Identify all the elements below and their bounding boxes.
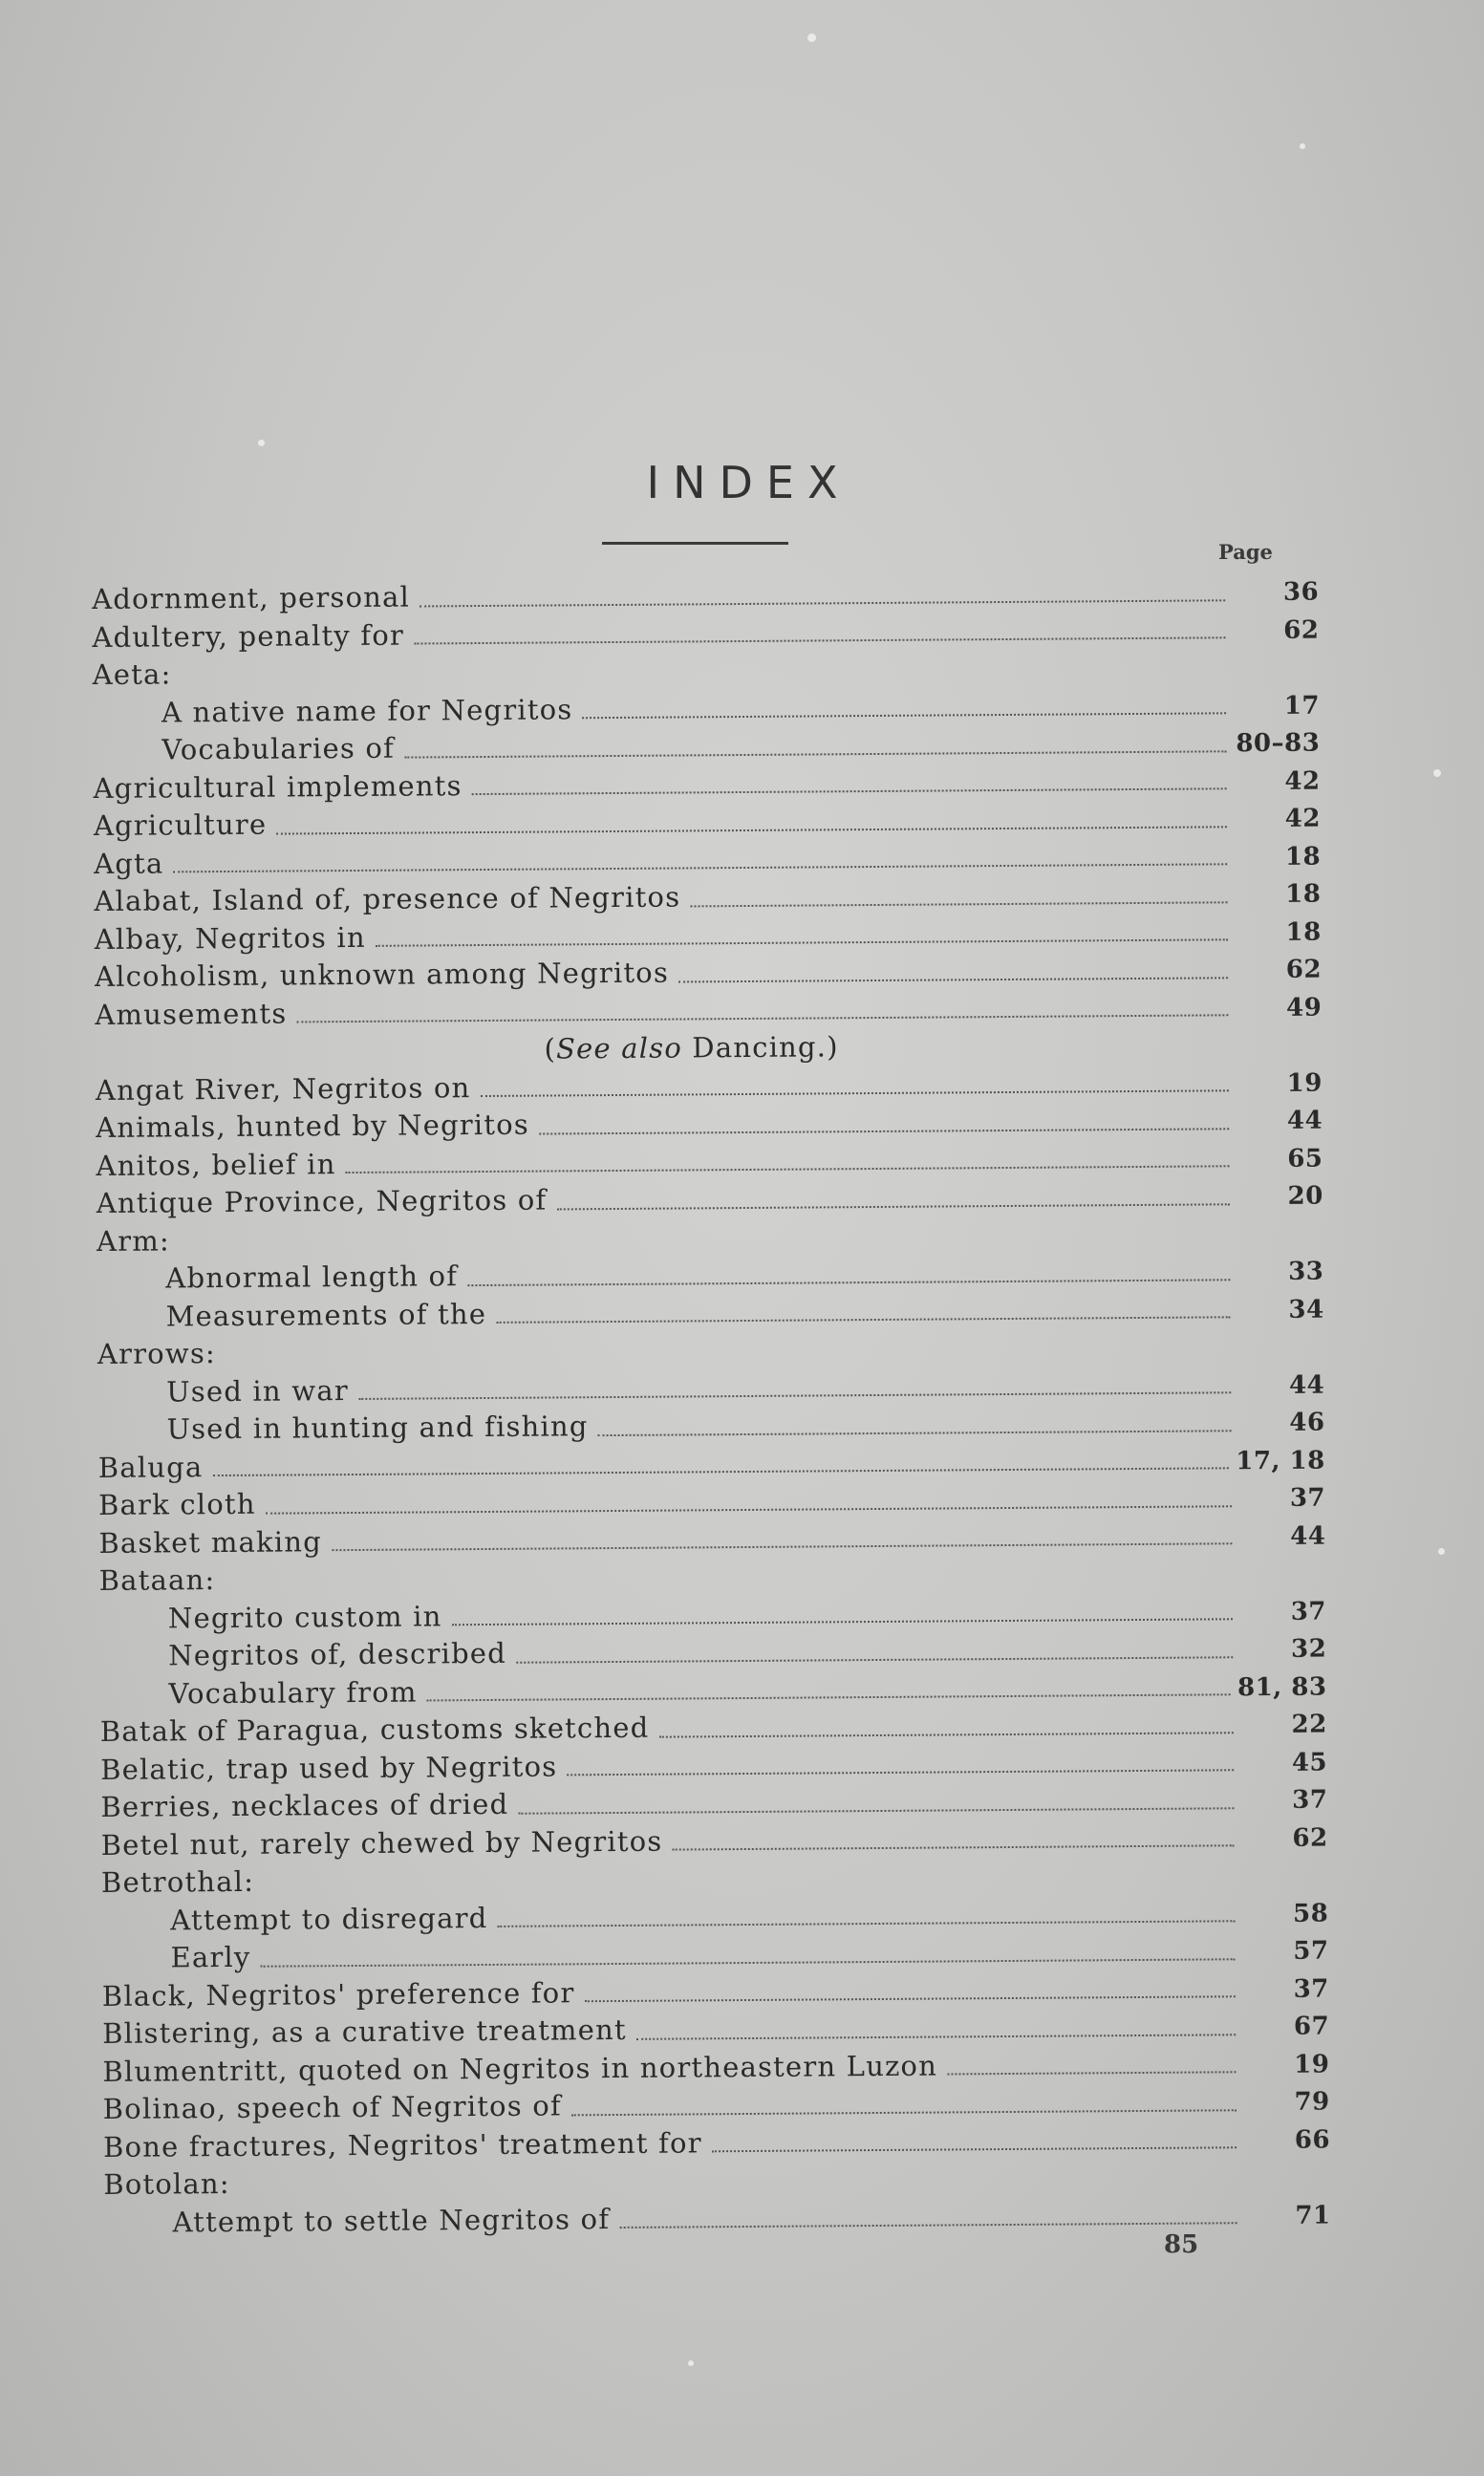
dot-leader [212, 1468, 1228, 1477]
entry-label: Betrothal: [100, 1864, 255, 1899]
dot-leader [173, 864, 1227, 873]
entry-label: Agricultural implements [93, 768, 462, 805]
dot-leader [556, 1203, 1229, 1210]
entry-label: Amusements [95, 997, 288, 1031]
entry-label: Baluga [97, 1450, 204, 1484]
dot-leader [419, 599, 1225, 607]
entry-label: Basket making [98, 1524, 323, 1560]
dot-leader [636, 2034, 1236, 2040]
entry-label: Antique Province, Negritos of [96, 1183, 548, 1219]
entry-page-ref: 19 [1286, 1068, 1323, 1098]
entry-page-ref: 18 [1285, 917, 1322, 947]
page-column-label: Page [1218, 540, 1273, 564]
entry-page-ref: 71 [1295, 2201, 1331, 2230]
paper-speck [1438, 1548, 1445, 1555]
dot-leader [690, 901, 1227, 907]
paper-speck [1433, 769, 1441, 777]
entry-label: Anitos, belief in [96, 1147, 336, 1182]
entry-label: Belatic, trap used by Negritos [99, 1749, 558, 1786]
entry-page-ref: 36 [1282, 577, 1320, 607]
dot-leader [376, 939, 1228, 948]
entry-label: Berries, necklaces of dried [100, 1787, 509, 1823]
entry-label: Blistering, as a curative treatment [102, 2013, 627, 2050]
entry-page-ref: 62 [1292, 1823, 1328, 1853]
entry-page-ref: 37 [1292, 1785, 1328, 1815]
paper-speck [1300, 143, 1305, 149]
entry-page-ref: 44 [1286, 1106, 1323, 1135]
entry-label: Adultery, penalty for [92, 618, 405, 654]
entry-page-ref: 20 [1287, 1181, 1323, 1211]
entry-page-ref: 67 [1293, 2012, 1330, 2041]
entry-page-ref: 37 [1290, 1597, 1327, 1626]
dot-leader [678, 977, 1228, 982]
dot-leader [346, 1166, 1230, 1174]
subentry-label: Used in war [166, 1373, 349, 1408]
dot-leader [358, 1392, 1231, 1401]
entry-label: Bataan: [98, 1563, 216, 1597]
dot-leader [472, 788, 1227, 796]
entry-page-ref: 22 [1291, 1710, 1327, 1739]
entry-page-ref: 42 [1284, 804, 1321, 833]
paper-speck [688, 2360, 694, 2366]
entry-page-ref: 62 [1285, 955, 1323, 984]
entry-page-ref: 32 [1290, 1634, 1327, 1664]
entry-label: Botolan: [103, 2166, 230, 2201]
entry-page-ref: 42 [1284, 766, 1321, 796]
entry-label: Black, Negritos' preference for [101, 1975, 575, 2013]
see-also-label: See also [555, 1031, 683, 1066]
entry-label: Arrows: [97, 1337, 217, 1370]
page-number: 85 [1164, 2230, 1199, 2259]
entry-label: Bolinao, speech of Negritos of [102, 2089, 562, 2125]
subentry-label: Used in hunting and fishing [166, 1410, 589, 1446]
entry-label: Betel nut, rarely chewed by Negritos [100, 1824, 663, 1862]
dot-leader [496, 1317, 1230, 1324]
entry-page-ref: 17 [1283, 691, 1321, 721]
entry-page-ref: 65 [1287, 1144, 1323, 1173]
subentry-label: A native name for Negritos [161, 692, 573, 728]
dot-leader [452, 1619, 1233, 1626]
dot-leader [712, 2147, 1237, 2153]
dot-leader [498, 1921, 1236, 1928]
dot-leader [598, 1430, 1232, 1436]
entry-page-ref: 62 [1283, 615, 1320, 645]
entry-page-ref: 44 [1290, 1521, 1326, 1551]
dot-leader [332, 1543, 1232, 1552]
entry-label: Bark cloth [97, 1487, 256, 1521]
entry-page-ref: 49 [1286, 993, 1323, 1023]
entry-label: Alabat, Island of, presence of Negritos [94, 880, 681, 917]
dot-leader [672, 1845, 1234, 1851]
entry-page-ref: 19 [1294, 2050, 1330, 2079]
see-also-target: Dancing.) [681, 1030, 839, 1065]
entry-label: Adornment, personal [92, 580, 411, 615]
entry-page-ref: 45 [1291, 1748, 1328, 1777]
entry-page-ref: 58 [1292, 1899, 1329, 1928]
entry-page-ref: 33 [1288, 1257, 1324, 1286]
entry-page-ref: 17, 18 [1236, 1446, 1325, 1475]
dot-leader [582, 713, 1226, 720]
entry-label: Animals, hunted by Negritos [96, 1108, 530, 1144]
entry-label: Alcoholism, unknown among Negritos [94, 956, 670, 993]
dot-leader [658, 1732, 1233, 1737]
entry-label: Blumentritt, quoted on Negritos in northeastern Luzon [102, 2049, 938, 2088]
dot-leader [404, 750, 1226, 758]
dot-leader [516, 1656, 1233, 1663]
subentry-label: Vocabularies of [161, 731, 396, 766]
subentry-label: Early [170, 1940, 251, 1974]
dot-leader [619, 2223, 1237, 2229]
dot-leader [414, 637, 1225, 645]
index-entry-list [0, 571, 1484, 2242]
dot-leader [276, 826, 1227, 834]
entry-page-ref: 81, 83 [1237, 1672, 1327, 1702]
entry-page-ref: 18 [1284, 842, 1322, 872]
dot-leader [261, 1958, 1236, 1967]
entry-page-ref: 66 [1294, 2125, 1331, 2155]
dot-leader [539, 1128, 1229, 1134]
subentry-label: Negrito custom in [167, 1599, 442, 1634]
entry-page-ref: 79 [1294, 2087, 1330, 2117]
entry-label: Albay, Negritos in [94, 920, 366, 956]
paper-speck [807, 33, 816, 42]
dot-leader [947, 2072, 1236, 2076]
paper-speck [258, 440, 265, 446]
page-title: INDEX [646, 457, 851, 508]
dot-leader [296, 1015, 1228, 1023]
dot-leader [585, 1996, 1236, 2003]
entry-label: Arm: [96, 1223, 171, 1258]
dot-leader [427, 1694, 1230, 1702]
subentry-label: Vocabulary from [168, 1675, 418, 1710]
dot-leader [518, 1807, 1234, 1814]
subentry-label: Negritos of, described [168, 1636, 507, 1672]
entry-label: Batak of Paragua, customs sketched [99, 1711, 650, 1748]
dot-leader [571, 2109, 1237, 2116]
title-rule [602, 542, 788, 545]
entry-page-ref: 37 [1293, 1974, 1329, 2004]
entry-page-ref: 80–83 [1236, 728, 1321, 759]
dot-leader [480, 1090, 1228, 1098]
entry-page-ref: 57 [1293, 1936, 1329, 1966]
subentry-label: Attempt to disregard [170, 1901, 488, 1936]
entry-label: Angat River, Negritos on [95, 1070, 471, 1107]
see-also-open: ( [544, 1032, 557, 1066]
entry-page-ref: 44 [1288, 1370, 1325, 1400]
dot-leader [467, 1279, 1230, 1286]
entry-page-ref: 18 [1285, 879, 1322, 909]
entry-page-ref: 37 [1289, 1483, 1326, 1513]
entry-label: Agriculture [93, 807, 268, 842]
subentry-label: Attempt to settle Negritos of [172, 2202, 611, 2238]
entry-label: Agta [94, 846, 164, 880]
entry-page-ref: 34 [1288, 1295, 1324, 1324]
entry-label: Aeta: [92, 657, 172, 691]
subentry-label: Abnormal length of [165, 1260, 459, 1295]
subentry-label: Measurements of the [165, 1297, 487, 1332]
dot-leader [567, 1770, 1234, 1776]
entry-label: Bone fractures, Negritos' treatment for [102, 2125, 702, 2164]
entry-page-ref: 46 [1289, 1408, 1325, 1437]
dot-leader [266, 1505, 1232, 1514]
